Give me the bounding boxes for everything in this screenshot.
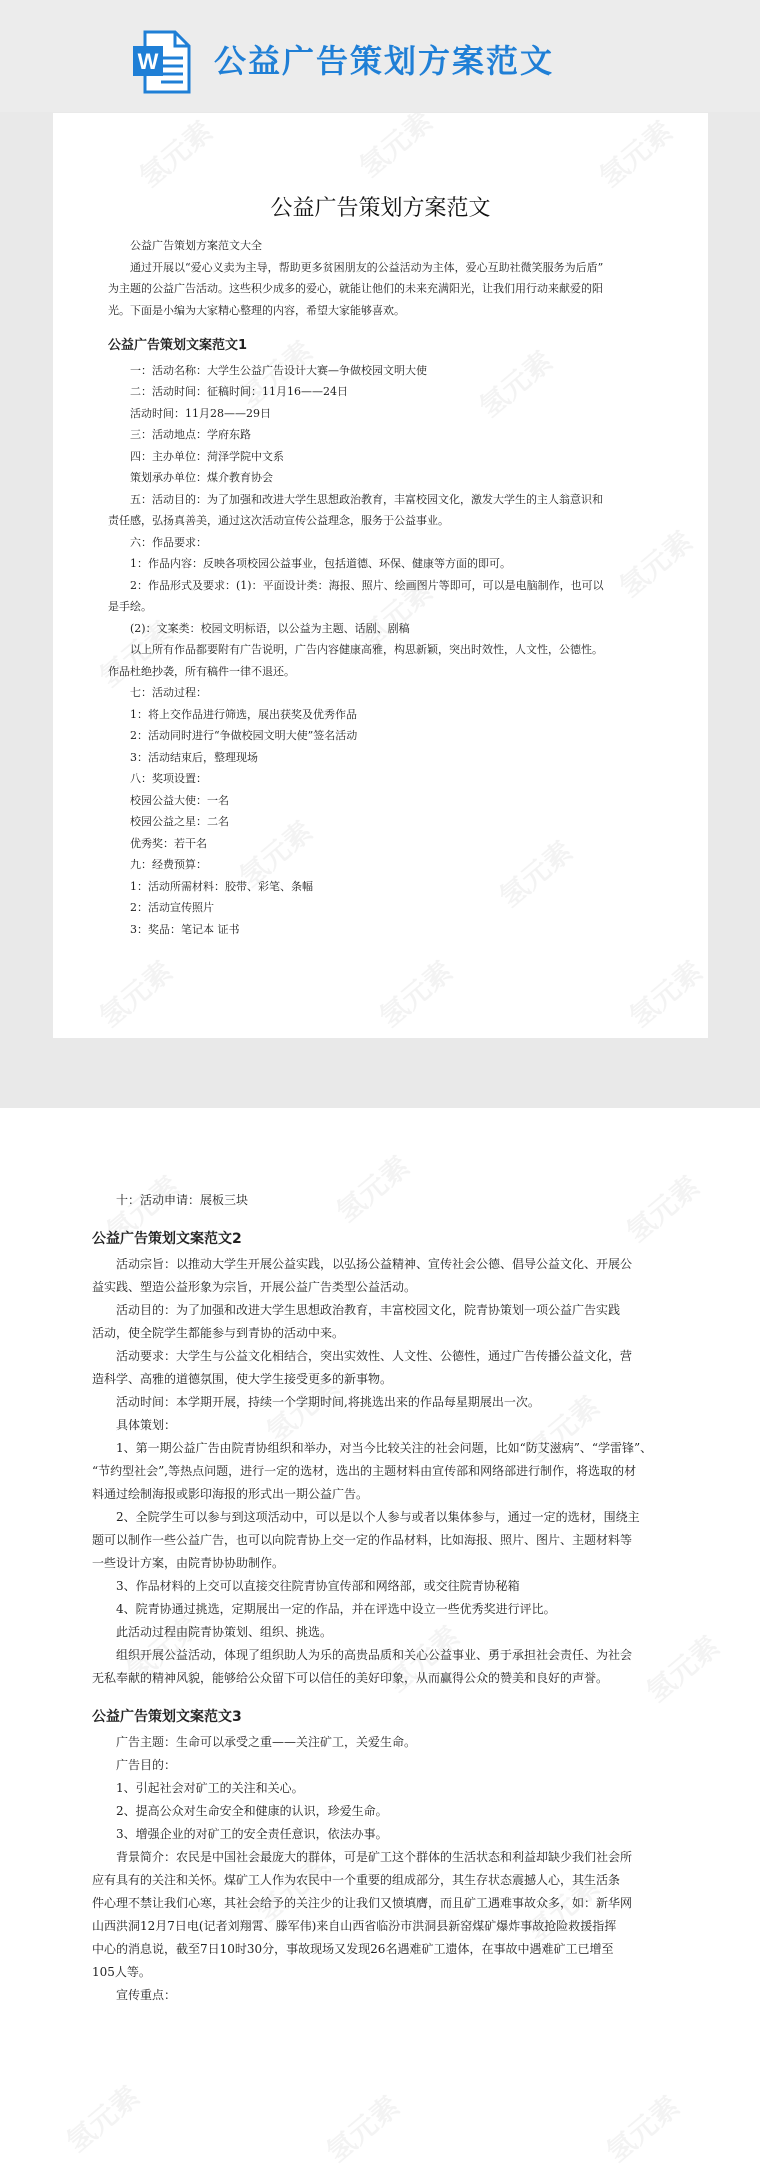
paragraph: 3、作品材料的上交可以直接交往院青协宣传部和网络部，或交往院青协秘箱 [116,1579,520,1593]
paragraph: 活动目的：为了加强和改进大学生思想政治教育，丰富校园文化，院青协策划一项公益广告实践 [116,1303,621,1317]
paragraph: 此活动过程由院青协策划、组织、挑选。 [116,1625,333,1639]
paragraph: 活动，使全院学生都能参与到青协的活动中来。 [92,1326,345,1340]
paragraph: 策划承办单位：煤介教育协会 [130,471,273,484]
paragraph: 为主题的公益广告活动。这些积少成多的爱心，就能让他们的未来充满阳光，让我们用行动来献爱的阳 [108,282,603,295]
paragraph: 优秀奖：若干名 [130,836,207,850]
paragraph: 广告目的： [116,1758,177,1772]
section-heading: 公益广告策划文案范文2 [92,1231,242,1247]
paragraph: 1、第一期公益广告由院青协组织和举办，对当今比较关注的社会问题，比如“防艾滋病”、“学雷锋”、 [116,1441,653,1455]
paragraph: 是手绘。 [108,600,152,613]
paragraph: 光。下面是小编为大家精心整理的内容，希望大家能够喜欢。 [108,303,405,317]
paragraph: 活动要求：大学生与公益文化相结合，突出实效性、人文性、公德性，通过广告传播公益文化，营 [116,1349,633,1363]
paragraph: 山西洪洞12月7日电(记者刘翔霄、滕军伟)来自山西省临汾市洪洞县新窑煤矿爆炸事故抢险救援指挥 [92,1919,617,1933]
paragraph: 一：活动名称：大学生公益广告设计大赛—争做校园文明大使 [130,363,427,377]
svg-text:W: W [137,49,159,74]
paragraph: (2)：文案类：校园文明标语，以公益为主题、话剧、剧稿 [130,621,410,635]
watermark [590,113,680,195]
section-heading: 公益广告策划文案范文3 [92,1709,242,1725]
paragraph: 1：活动所需材料：胶带、彩笔、条幅 [130,879,313,893]
document-title: 公益广告策划方案范文 [270,196,491,221]
paragraph: 五：活动目的：为了加强和改进大学生思想政治教育，丰富校园文化，激发大学生的主人翁意识和 [130,492,603,506]
paragraph: 校园公益之星：二名 [130,815,229,828]
paragraph: 广告主题：生命可以承受之重——关注矿工，关爱生命。 [116,1735,417,1749]
word-document-icon [131,30,193,96]
paragraph: 具体策划： [116,1418,177,1432]
paragraph: 九：经费预算： [130,858,207,871]
paragraph: 料通过绘制海报或影印海报的形式出一期公益广告。 [92,1487,369,1501]
page-gap [0,1038,760,1108]
paragraph: 105人等。 [92,1965,151,1979]
paragraph: 件心理不禁让我们心寒，其社会给予的关注少的让我们又愤填膺，而且矿工遇难事故众多，如：新华网 [92,1896,633,1910]
section-heading: 公益广告策划文案范文1 [108,338,248,353]
paragraph: 2：作品形式及要求：(1)：平面设计类：海报、照片、绘画图片等即可，可以是电脑制作，也可以 [130,578,604,592]
watermark [317,2086,407,2171]
watermark [350,113,440,185]
paragraph: 责任感，弘扬真善美，通过这次活动宣传公益理念，服务于公益事业。 [108,514,449,527]
paragraph: 1：将上交作品进行筛选，展出获奖及优秀作品 [130,707,357,721]
paragraph: 题可以制作一些公益广告，也可以向院青协上交一定的作品材料，比如海报、照片、图片、主题材料等 [92,1533,633,1547]
paragraph: 中心的消息说，截至7日10时30分，事故现场又发现26名遇难矿工遗体，在事故中遇难矿工已增至 [92,1942,614,1956]
paragraph: 4、院青协通过挑选，定期展出一定的作品，并在评选中设立一些优秀奖进行评比。 [116,1602,556,1616]
paragraph: 2、全院学生可以参与到这项活动中，可以是以个人参与或者以集体参与，通过一定的选材，围绕主 [116,1510,640,1524]
watermark [130,113,220,195]
paragraph: 活动时间：本学期开展，持续一个学期时间,将挑选出来的作品每星期展出一次。 [116,1395,540,1409]
paragraph: 六：作品要求： [130,535,207,549]
paragraph: 应有具有的关注和关怀。煤矿工人作为农民中一个重要的组成部分，其生存状态震撼人心，其生活条 [92,1873,621,1887]
paragraph: 活动宗旨：以推动大学生开展公益实践，以弘扬公益精神、宣传社会公德、倡导公益文化、开展公 [116,1257,633,1271]
paragraph: “节约型社会”,等热点问题，进行一定的选材，选出的主题材料由宣传部和网络部进行制作，将选取的材 [92,1464,637,1478]
paragraph: 作品杜绝抄袭，所有稿件一律不退还。 [108,664,295,678]
paragraph: 十：活动申请：展板三块 [116,1193,249,1207]
paragraph: 组织开展公益活动，体现了组织助人为乐的高贵品质和关心公益事业、勇于承担社会责任、为社会 [116,1648,633,1662]
header-banner [0,0,760,112]
paragraph: 一些设计方案，由院青协协助制作。 [92,1556,285,1570]
paragraph: 背景简介：农民是中国社会最庞大的群体，可是矿工这个群体的生活状态和利益却缺少我们社会所 [116,1850,633,1864]
paragraph: 通过开展以“爱心义卖为主导，帮助更多贫困朋友的公益活动为主体，爱心互助社微笑服务为后盾” [130,260,604,274]
document-page-1 [53,113,708,1038]
paragraph: 3、增强企业的对矿工的安全责任意识，依法办事。 [116,1827,388,1841]
watermark [57,2076,147,2161]
watermark [597,2086,687,2171]
watermark [370,951,460,1036]
paragraph: 公益广告策划方案范文大全 [130,239,262,252]
paragraph: 3：活动结束后，整理现场 [130,750,258,764]
paragraph: 3：奖品：笔记本 证书 [130,922,240,936]
paragraph: 2：活动同时进行“争做校园文明大使”签名活动 [130,729,358,742]
paragraph: 二：活动时间：征稿时间：11月16——24日 [130,385,348,398]
paragraph: 1：作品内容：反映各项校园公益事业，包括道德、环保、健康等方面的即可。 [130,557,511,570]
paragraph: 造科学、高雅的道德氛围，使大学生接受更多的新事物。 [92,1372,393,1386]
watermark [620,951,708,1036]
paragraph: 1、引起社会对矿工的关注和关心。 [116,1781,304,1795]
paragraph: 校园公益大使：一名 [130,793,229,807]
paragraph: 以上所有作品都要附有广告说明，广告内容健康高雅，构思新颖，突出时效性，人文性，公德性。 [130,643,603,656]
paragraph: 四：主办单位：菏泽学院中文系 [130,449,284,463]
paragraph: 七：活动过程： [130,686,207,699]
paragraph: 八：奖项设置： [130,772,207,785]
watermark [90,951,180,1036]
page1-body [108,235,658,940]
paragraph: 益实践、塑造公益形象为宗旨，开展公益广告类型公益活动。 [92,1280,417,1294]
paragraph: 三：活动地点：学府东路 [130,428,251,441]
paragraph: 2、提高公众对生命安全和健康的认识，珍爱生命。 [116,1804,388,1818]
paragraph: 活动时间：11月28——29日 [130,406,271,420]
banner-title: 公益广告策划方案范文 [214,42,555,80]
page2-body [92,1189,670,2007]
paragraph: 无私奉献的精神风貌，能够给公众留下可以信任的美好印象，从而赢得公众的赞美和良好的声誉。 [92,1671,609,1685]
paragraph: 宣传重点： [116,1988,177,2002]
paragraph: 2：活动宣传照片 [130,901,214,914]
document-page-2 [0,1108,760,2178]
